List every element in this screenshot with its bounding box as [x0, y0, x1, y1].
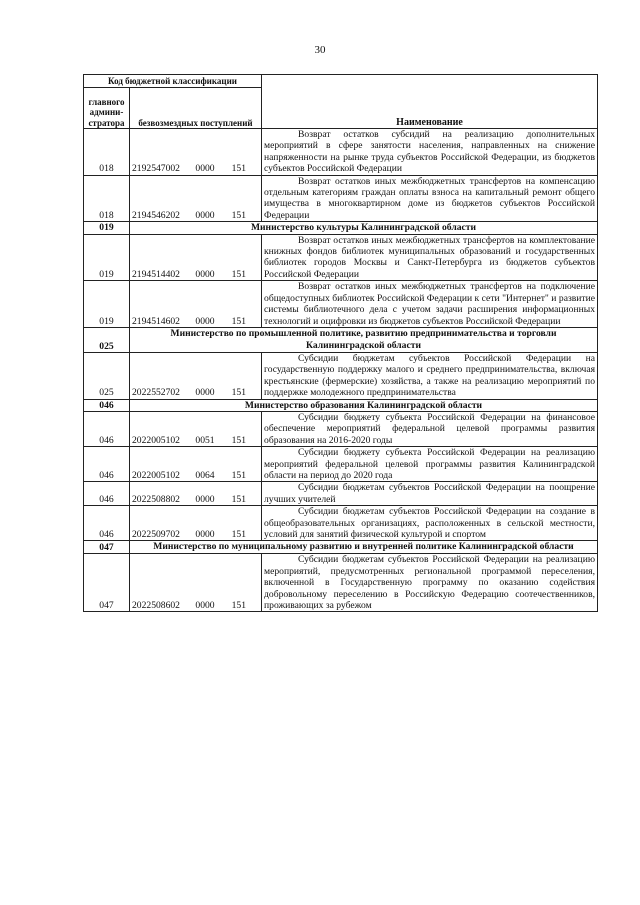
item-name: Субсидии бюджету субъекта Российской Федерации на реализацию мероприятий федеральной целевой программы развития Калининградской области на период до 2020 года: [262, 447, 598, 482]
revenue-code-main: 2022005102: [132, 434, 180, 446]
section-row: [84, 327, 598, 352]
admin-code: 019: [84, 281, 130, 328]
revenue-code-sub: 0000: [195, 163, 215, 175]
revenue-code-type: 151: [231, 315, 246, 327]
section-admin-code: 047: [84, 541, 130, 554]
revenue-code-sub: 0064: [195, 469, 215, 481]
revenue-code-sub: 0051: [195, 434, 215, 446]
admin-code: 046: [84, 447, 130, 482]
header-kbk: Код бюджетной классификации: [84, 75, 262, 88]
revenue-code-type: 151: [231, 493, 246, 505]
revenue-code: [130, 506, 262, 541]
revenue-code: [130, 482, 262, 506]
revenue-code-main: 2194514602: [132, 315, 180, 327]
section-admin-code: 019: [84, 222, 130, 234]
budget-classification-table: [83, 74, 598, 612]
revenue-code-main: 2194546202: [132, 209, 180, 221]
section-row: [84, 399, 598, 411]
header-admin: главного админи-стратора: [84, 88, 130, 129]
revenue-code-type: 151: [231, 387, 246, 399]
revenue-code-type: 151: [231, 469, 246, 481]
section-title: Министерство по муниципальному развитию и внутренней политике Калининградской области: [130, 541, 598, 554]
header-revenue: безвозмездных поступлений: [130, 88, 262, 129]
item-name: Субсидии бюджетам субъектов Российской Федерации на реализацию мероприятий, предусмотренных региональной программой переселения, включенной в Государственную программу по оказанию содействия добровольному переселению в Российскую Федерацию соотечественников, проживающих за рубежом: [262, 554, 598, 612]
revenue-code-main: 2022509702: [132, 529, 180, 540]
item-name: Субсидии бюджетам субъектов Российской Федерации на государственную поддержку малого и среднего предпринимательства, включая крестьянские (фермерские) хозяйства, а также на реализацию мероприятий по поддержке молодежного предпринимательства: [262, 352, 598, 399]
admin-code: 046: [84, 506, 130, 541]
table-body: [84, 129, 598, 612]
revenue-code-main: 2192547002: [132, 163, 180, 175]
revenue-code-main: 2022508602: [132, 600, 180, 612]
table-row: [84, 281, 598, 328]
revenue-code-sub: 0000: [195, 268, 215, 280]
revenue-code: [130, 411, 262, 446]
revenue-code-sub: 0000: [195, 600, 215, 612]
revenue-code-sub: 0000: [195, 387, 215, 399]
revenue-code-type: 151: [231, 434, 246, 446]
revenue-code-type: 151: [231, 163, 246, 175]
table-row: [84, 482, 598, 506]
table-row: [84, 352, 598, 399]
revenue-code-sub: 0000: [195, 493, 215, 505]
revenue-code: [130, 129, 262, 176]
revenue-code: [130, 281, 262, 328]
revenue-code-sub: 0000: [195, 315, 215, 327]
admin-code: 018: [84, 175, 130, 222]
item-name: Субсидии бюджетам субъектов Российской Федерации на поощрение лучших учителей: [262, 482, 598, 506]
revenue-code-main: 2022552702: [132, 387, 180, 399]
admin-code: 025: [84, 352, 130, 399]
section-admin-code: 046: [84, 399, 130, 411]
table-row: [84, 129, 598, 176]
item-name: Возврат остатков субсидий на реализацию дополнительных мероприятий в сфере занятости населения, направленных на снижение напряженности на рынке труда субъектов Российской Федерации, из бюджетов субъектов Российской Федерации: [262, 129, 598, 176]
table-row: [84, 234, 598, 281]
revenue-code: [130, 447, 262, 482]
item-name: Возврат остатков иных межбюджетных трансфертов на подключение общедоступных библиотек Российской Федерации к сети "Интернет" и развитие системы библиотечного дела с учетом задачи расширения информационных технологий и оцифровки из бюджетов субъектов Российской Федерации: [262, 281, 598, 328]
section-title: Министерство по промышленной политике, развитию предпринимательства и торговли Калининградской области: [130, 327, 598, 352]
revenue-code-main: 2022508802: [132, 493, 180, 505]
admin-code: 019: [84, 234, 130, 281]
section-row: [84, 222, 598, 234]
revenue-code-sub: 0000: [195, 209, 215, 221]
item-name: Субсидии бюджетам субъектов Российской Федерации на создание в общеобразовательных организациях, расположенных в сельской местности, условий для занятий физической культурой и спортом: [262, 506, 598, 541]
revenue-code-type: 151: [231, 268, 246, 280]
item-name: Субсидии бюджету субъекта Российской Федерации на финансовое обеспечение мероприятий федеральной целевой программы развития образования на 2016-2020 годы: [262, 411, 598, 446]
revenue-code: [130, 234, 262, 281]
section-admin-code: 025: [84, 327, 130, 352]
section-title: Министерство образования Калининградской области: [130, 399, 598, 411]
admin-code: 046: [84, 482, 130, 506]
revenue-code-type: 151: [231, 209, 246, 221]
page-number: 30: [314, 44, 326, 56]
revenue-code: [130, 352, 262, 399]
section-title: Министерство культуры Калининградской области: [130, 222, 598, 234]
revenue-code-main: 2194514402: [132, 268, 180, 280]
revenue-code: [130, 175, 262, 222]
table-row: [84, 411, 598, 446]
revenue-code: [130, 554, 262, 612]
table-row: [84, 447, 598, 482]
revenue-code-main: 2022005102: [132, 469, 180, 481]
admin-code: 047: [84, 554, 130, 612]
admin-code: 018: [84, 129, 130, 176]
table-row: [84, 175, 598, 222]
header-name: Наименование: [262, 75, 598, 129]
table-row: [84, 506, 598, 541]
revenue-code-sub: 0000: [195, 529, 215, 540]
revenue-code-type: 151: [231, 600, 246, 612]
table-row: [84, 554, 598, 612]
revenue-code-type: 151: [231, 529, 246, 540]
item-name: Возврат остатков иных межбюджетных трансфертов на компенсацию отдельным категориям граждан оплаты взноса на капитальный ремонт общего имущества в многоквартирном доме из бюджетов субъектов Российской Федерации: [262, 175, 598, 222]
section-row: [84, 541, 598, 554]
item-name: Возврат остатков иных межбюджетных трансфертов на комплектование книжных фондов библиотек муниципальных образований и государственных библиотек городов Москвы и Санкт-Петербурга из бюджетов субъектов Российской Федерации: [262, 234, 598, 281]
admin-code: 046: [84, 411, 130, 446]
